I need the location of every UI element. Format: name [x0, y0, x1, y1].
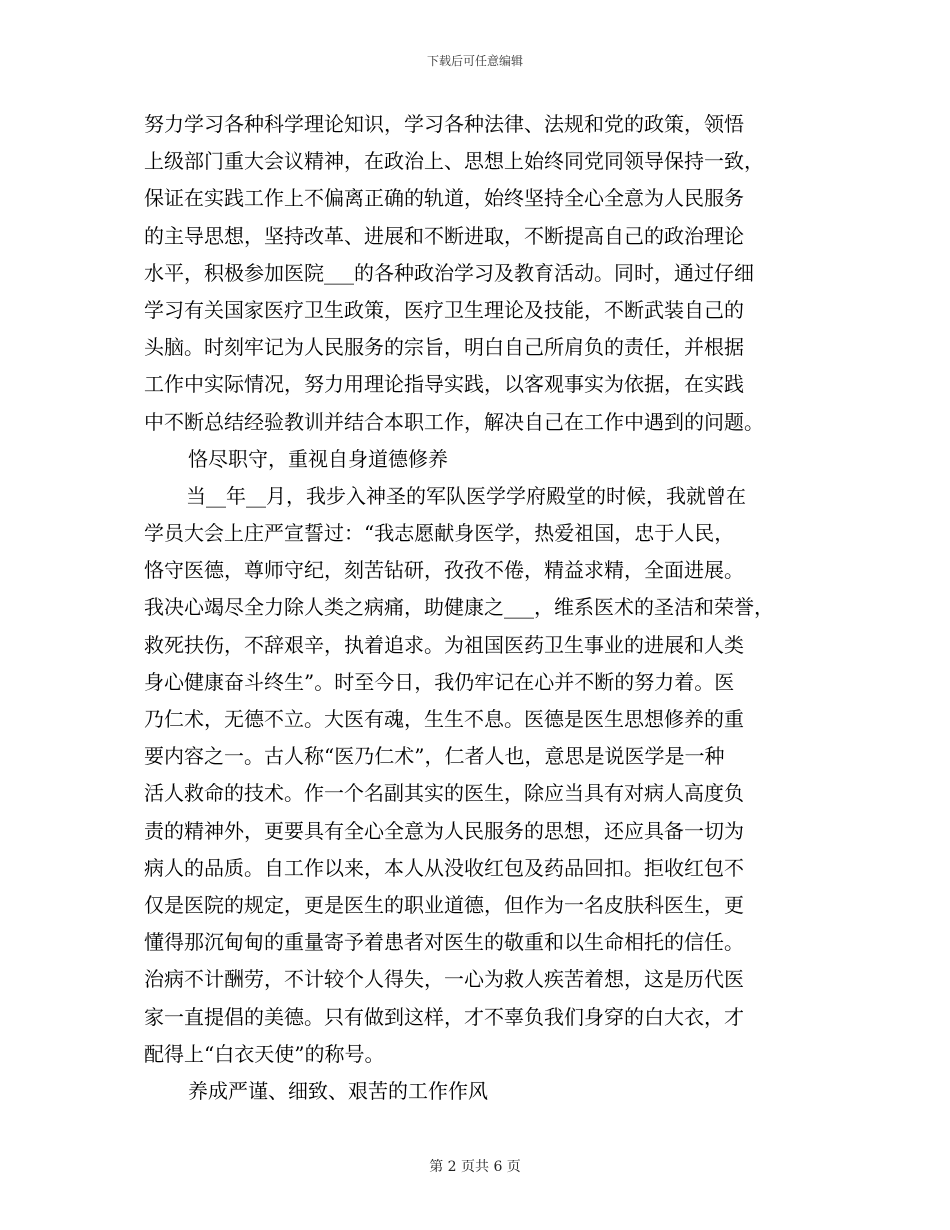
text-line: 上级部门重大会议精神，在政治上、思想上始终同党同领导保持一致， — [144, 149, 764, 174]
text-line: 配得上“白衣天使”的称号。 — [144, 1041, 385, 1066]
text-line: 学员大会上庄严宣誓过：“我志愿献身医学，热爱祖国，忠于人民， — [144, 521, 735, 546]
text-line: 活人救命的技术。作一个名副其实的医生，除应当具有对病人高度负 — [144, 781, 744, 806]
text-line: 学习有关国家医疗卫生政策，医疗卫生理论及技能，不断武装自己的 — [144, 297, 744, 322]
text-line: 中不断总结经验教训并结合本职工作，解决自己在工作中遇到的问题。 — [144, 409, 764, 434]
text-line: 治病不计酬劳，不计较个人得失，一心为救人疾苦着想，这是历代医 — [144, 967, 744, 992]
text-line: 身心健康奋斗终生”。时至今日，我仍牢记在心并不断的努力着。医 — [144, 669, 735, 694]
text-line: 要内容之一。古人称“医乃仁术”，仁者人也，意思是说医学是一种 — [144, 744, 725, 769]
text-line: 恪守医德，尊师守纪，刻苦钻研，孜孜不倦，精益求精，全面进展。 — [144, 558, 744, 583]
text-line: 乃仁术，无德不立。大医有魂，生生不息。医德是医生思想修养的重 — [144, 707, 744, 731]
text-line: 责的精神外，更要具有全心全意为人民服务的思想，还应具备一切为 — [144, 818, 744, 843]
text-line: 懂得那沉甸甸的重量寄予着患者对医生的敬重和以生命相托的信任。 — [144, 930, 744, 955]
document-body — [144, 106, 824, 1110]
text-line: 仅是医院的规定，更是医生的职业道德，但作为一名皮肤科医生，更 — [144, 892, 744, 917]
page-footer: 第 2 页共 6 页 — [429, 1159, 521, 1175]
text-line: 病人的品质。自工作以来，本人从没收红包及药品回扣。拒收红包不 — [144, 855, 744, 880]
text-line: 工作中实际情况，努力用理论指导实践，以客观事实为依据，在实践 — [144, 372, 744, 397]
section-heading: 恪尽职守，重视自身道德修养 — [188, 446, 448, 471]
text-line: 努力学习各种科学理论知识，学习各种法律、法规和党的政策，领悟 — [144, 112, 744, 136]
text-line: 救死扶伤，不辞艰辛，执着追求。为祖国医药卫生事业的进展和人类 — [144, 632, 744, 657]
page-header: 下载后可任意编辑 — [426, 54, 523, 68]
text-line: 的主导思想，坚持改革、进展和不断进取，不断提高自己的政治理论 — [144, 223, 744, 248]
text-line: 当__年__月，我步入神圣的军队医学学府殿堂的时候，我就曾在 — [186, 483, 746, 508]
section-heading: 养成严谨、细致、艰苦的工作作风 — [188, 1078, 488, 1103]
text-line: 我决心竭尽全力除人类之病痛，助健康之___，维系医术的圣洁和荣誉， — [144, 595, 774, 620]
text-line: 头脑。时刻牢记为人民服务的宗旨，明白自己所肩负的责任，并根据 — [144, 335, 744, 360]
text-line: 保证在实践工作上不偏离正确的轨道，始终坚持全心全意为人民服务 — [144, 186, 744, 211]
text-line: 家一直提倡的美德。只有做到这样，才不辜负我们身穿的白大衣，才 — [144, 1004, 744, 1029]
text-line: 水平，积极参加医院___的各种政治学习及教育活动。同时，通过仔细 — [144, 260, 754, 285]
